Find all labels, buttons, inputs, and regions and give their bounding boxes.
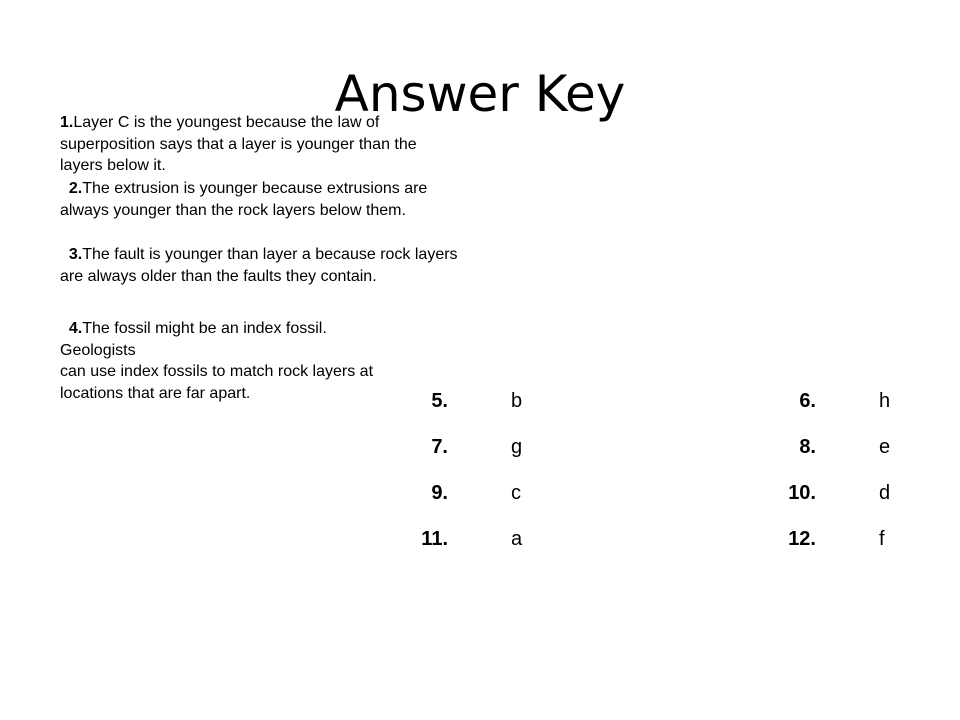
answer-letter: c [511,481,521,504]
answer-4 [60,318,380,404]
answer-letter: g [511,435,523,458]
answer-letter: b [511,389,523,412]
answer-2-number: 2. [68,180,83,197]
question-number: 8. [799,435,816,458]
answer-3-number: 3. [68,246,83,263]
answer-1-text: Layer C is the youngest because the law of superposition says that a layer is younger than the layers below it. [60,114,417,174]
page-title: Answer Key [334,65,626,123]
question-number: 11. [421,527,448,550]
table-row [378,424,919,470]
answer-4-text-line-2: can use index fossils to match rock layers at [60,363,374,380]
answer-4-text-line-3: locations that are far apart. [60,384,251,402]
answer-key-table [378,378,919,562]
table-row [378,378,919,424]
answer-2-text: The extrusion is younger because extrusions are always younger than the rock layers below them. [60,180,428,219]
answer-letter: e [879,435,891,458]
question-number: 10. [788,481,816,504]
answer-3 [60,244,480,287]
answer-1-number: 1. [60,114,74,131]
question-number: 5. [431,389,448,412]
answer-2 [60,178,470,221]
question-number: 7. [431,435,448,458]
answer-1 [60,112,460,177]
answer-3-text: The fault is younger than layer a because rock layers are always older than the faults they contain. [60,246,458,285]
question-number: 6. [799,389,816,412]
answer-letter: d [879,481,891,504]
question-number: 12. [788,527,816,550]
table-row [378,516,919,562]
question-number: 9. [431,481,448,504]
answer-letter: a [511,527,523,550]
table-row [378,470,919,516]
answer-4-text-line-1: The fossil might be an index fossil. Geologists [60,320,327,359]
answer-letter: h [879,389,891,412]
answer-letter: f [879,527,885,550]
answer-4-number: 4. [68,320,83,337]
